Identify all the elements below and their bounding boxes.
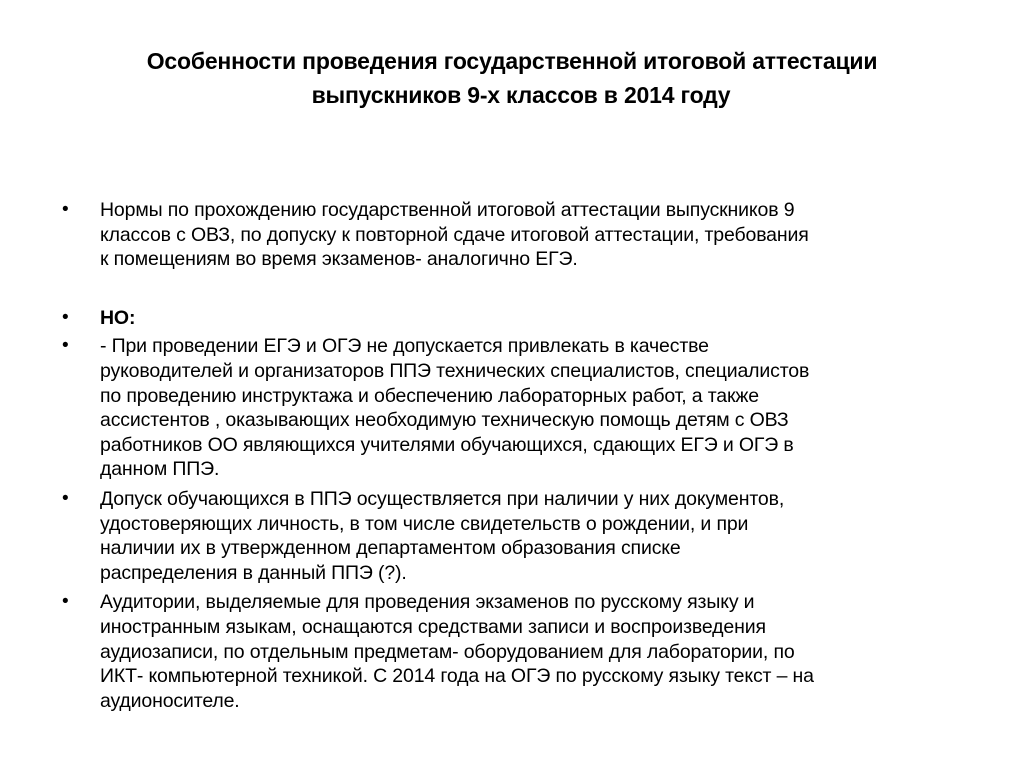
bullet-line: НО: (100, 306, 136, 329)
bullet-line: аудиозаписи, по отдельным предметам- оборудованием для лаборатории, по (100, 640, 795, 663)
bullet-line: распределения в данный ППЭ (?). (100, 561, 407, 584)
bullet-text (100, 306, 972, 331)
bullet-item-norms (62, 198, 972, 272)
bullet-text (100, 334, 972, 482)
bullet-icon: • (62, 487, 69, 509)
bullet-line: удостоверяющих личность, в том числе свидетельств о рождении, и при (100, 512, 749, 535)
bullet-text (100, 198, 972, 272)
title-line-2: выпускников 9-х классов в 2014 году (311, 82, 731, 108)
bullet-line: работников ОО являющихся учителями обучающихся, сдающих ЕГЭ и ОГЭ в (100, 433, 794, 456)
bullet-line: по проведению инструктажа и обеспечению лабораторных работ, а также (100, 384, 759, 407)
bullet-line: классов с ОВЗ, по допуску к повторной сдаче итоговой аттестации, требования (100, 223, 809, 246)
bullet-line: к помещениям во время экзаменов- аналогично ЕГЭ. (100, 248, 578, 271)
bullet-line: ассистентов , оказывающих необходимую техническую помощь детям с ОВЗ (100, 409, 789, 432)
bullet-line: иностранным языкам, оснащаются средствами записи и воспроизведения (100, 615, 766, 638)
bullet-icon: • (62, 306, 69, 328)
bullet-line: данном ППЭ. (100, 458, 220, 481)
bullet-text (100, 590, 972, 713)
bullet-line: аудионосителе. (100, 689, 240, 712)
bullet-item-auditoriums (62, 590, 972, 713)
bullet-icon: • (62, 591, 69, 613)
bullet-item-restriction (62, 334, 972, 482)
bullet-list (62, 198, 972, 713)
bullet-text (100, 487, 972, 585)
bullet-icon: • (62, 199, 69, 220)
bullet-line: Аудитории, выделяемые для проведения экзаменов по русскому языку и (100, 591, 755, 614)
bullet-line: наличии их в утвержденном департаментом образования списке (100, 537, 681, 560)
bullet-line: ИКТ- компьютерной техникой. С 2014 года на ОГЭ по русскому языку текст – на (100, 665, 814, 688)
bullet-line: - При проведении ЕГЭ и ОГЭ не допускается привлекать в качестве (100, 335, 709, 358)
bullet-icon: • (62, 335, 69, 357)
bullet-item-admission (62, 487, 972, 585)
bullet-line: руководителей и организаторов ППЭ технических специалистов, специалистов (100, 359, 810, 382)
slide-title (60, 44, 964, 112)
bullet-line: Нормы по прохождению государственной итоговой аттестации выпускников 9 (100, 199, 795, 221)
bullet-item-but (62, 306, 972, 331)
bullet-line: Допуск обучающихся в ППЭ осуществляется при наличии у них документов, (100, 487, 785, 510)
title-line-1: Особенности проведения государственной итоговой аттестации (146, 48, 878, 74)
